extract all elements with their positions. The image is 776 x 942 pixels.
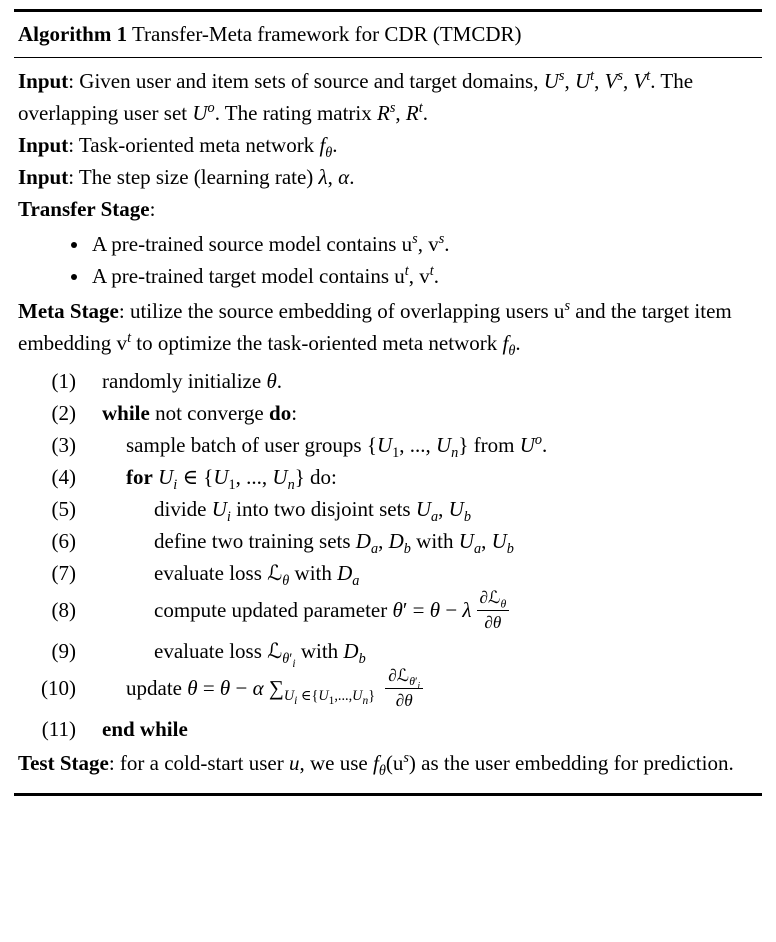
step-6 — [18, 525, 758, 557]
step-text: evaluate loss ℒ$_{\theta'_i}$ with $D_b$ — [154, 639, 366, 671]
algorithm-title: Transfer-Meta framework for CDR (TMCDR) — [127, 22, 522, 46]
step-text: for $U_i$ ∈ {$U_1$, ..., $U_n$} do: — [126, 465, 337, 494]
step-number: (9) — [51, 639, 76, 664]
algorithm-body — [14, 58, 762, 783]
step-2 — [18, 397, 758, 429]
test-stage-paragraph: Test Stage: for a cold-start user u, we use $f_\theta(u^s)$ as the user embedding for prediction. — [18, 750, 734, 780]
step-text: update θ = θ − α $\sum_{U_i \in\{U_1,...,U_n\}}$ $\frac{\partial ℒ_{\theta'_i}}{\partial\theta}$ — [126, 667, 425, 713]
transfer-stage-heading: Transfer Stage: — [18, 197, 156, 221]
step-7 — [18, 557, 758, 589]
step-1 — [18, 365, 758, 397]
step-3 — [18, 429, 758, 461]
step-number: (11) — [41, 717, 76, 742]
bullet-target-model: • A pre-trained target model contains $u^t$, $v^t$. — [90, 260, 758, 292]
step-text: randomly initialize θ. — [102, 369, 283, 393]
step-5 — [18, 493, 758, 525]
input-step-size-line: Input: The step size (learning rate) λ, α. — [18, 165, 355, 189]
step-number: (10) — [41, 675, 76, 700]
step-number: (6) — [51, 529, 76, 553]
algorithm-label: Algorithm 1 — [18, 22, 128, 46]
step-10 — [18, 667, 758, 713]
transfer-stage-bullets — [18, 228, 758, 292]
step-11 — [18, 713, 758, 745]
step-number: (4) — [51, 465, 76, 489]
step-number: (7) — [51, 561, 76, 585]
step-text: compute updated parameter θ′ = θ − λ $\frac{\partial ℒ_\theta}{\partial\theta}$ — [154, 589, 511, 635]
step-number: (8) — [51, 597, 76, 622]
step-9 — [18, 635, 758, 671]
step-text: divide $U_i$ into two disjoint sets $U_a$, $U_b$ — [154, 497, 471, 526]
step-text: sample batch of user groups {$U_1$, ..., $U_n$} from $U^o$. — [126, 432, 548, 462]
step-8 — [18, 589, 758, 635]
step-4 — [18, 461, 758, 493]
bottom-rule — [14, 793, 762, 796]
step-text: define two training sets $D_a$, $D_b$ with $U_a$, $U_b$ — [154, 529, 514, 558]
step-number: (2) — [51, 401, 76, 425]
algorithm-header — [14, 12, 762, 57]
algorithm-steps — [18, 365, 758, 745]
step-number: (5) — [51, 497, 76, 521]
step-number: (3) — [51, 433, 76, 457]
input-meta-network-line: Input: Task-oriented meta network $f_\theta$. — [18, 133, 338, 162]
meta-stage-paragraph: Meta Stage: utilize the source embedding of overlapping users $u^s$ and the target item embedding $v^t$ to optimize the task-oriented meta network $f_\theta$. — [18, 298, 732, 360]
input-users-items-line: Input: Given user and item sets of source and target domains, $U^s$, $U^t$, $V^s$, $V^t$. The overlapping user set $U^o$. The rating matrix $R^s$, $R^t$. — [18, 68, 694, 125]
step-text: while not converge do: — [102, 401, 298, 425]
bullet-source-model: • A pre-trained source model contains $u^s$, $v^s$. — [90, 228, 758, 260]
step-text: evaluate loss ℒ$_\theta$ with $D_a$ — [154, 561, 360, 590]
step-number: (1) — [51, 369, 76, 393]
step-text: end while — [102, 717, 188, 742]
